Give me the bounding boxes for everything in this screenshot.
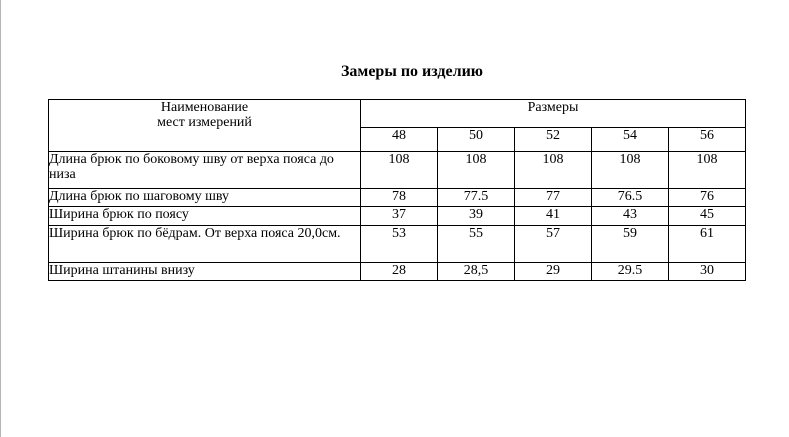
row-label: Длина брюк по боковому шву от верха пояса до низа [49,152,361,189]
header-sizes: Размеры [361,100,746,128]
value-cell: 45 [669,207,746,226]
value-cell: 28 [361,263,438,281]
table-header-row [49,100,746,128]
value-cell: 108 [592,152,669,189]
row-label: Ширина брюк по бёдрам. От верха пояса 20,0см. [49,226,361,263]
table-row [49,263,746,281]
value-cell: 53 [361,226,438,263]
document-title: Замеры по изделию [340,63,484,80]
value-cell: 78 [361,189,438,207]
table-row [49,189,746,207]
value-cell: 108 [515,152,592,189]
value-cell: 55 [438,226,515,263]
value-cell: 108 [361,152,438,189]
value-cell: 59 [592,226,669,263]
row-label: Ширина брюк по поясу [49,207,361,226]
value-cell: 57 [515,226,592,263]
value-cell: 76 [669,189,746,207]
table-row [49,207,746,226]
size-cell: 52 [515,128,592,152]
value-cell: 29.5 [592,263,669,281]
header-measurement-places: Наименование мест измерений [49,100,361,152]
value-cell: 41 [515,207,592,226]
size-cell: 50 [438,128,515,152]
value-cell: 77.5 [438,189,515,207]
table-row [49,152,746,189]
row-label: Длина брюк по шаговому шву [49,189,361,207]
value-cell: 37 [361,207,438,226]
table-row [49,226,746,263]
value-cell: 76.5 [592,189,669,207]
size-cell: 56 [669,128,746,152]
value-cell: 108 [669,152,746,189]
measurements-table [48,99,746,281]
value-cell: 30 [669,263,746,281]
value-cell: 39 [438,207,515,226]
row-label: Ширина штанины внизу [49,263,361,281]
value-cell: 61 [669,226,746,263]
value-cell: 28,5 [438,263,515,281]
value-cell: 29 [515,263,592,281]
size-cell: 54 [592,128,669,152]
value-cell: 43 [592,207,669,226]
value-cell: 108 [438,152,515,189]
size-cell: 48 [361,128,438,152]
value-cell: 77 [515,189,592,207]
